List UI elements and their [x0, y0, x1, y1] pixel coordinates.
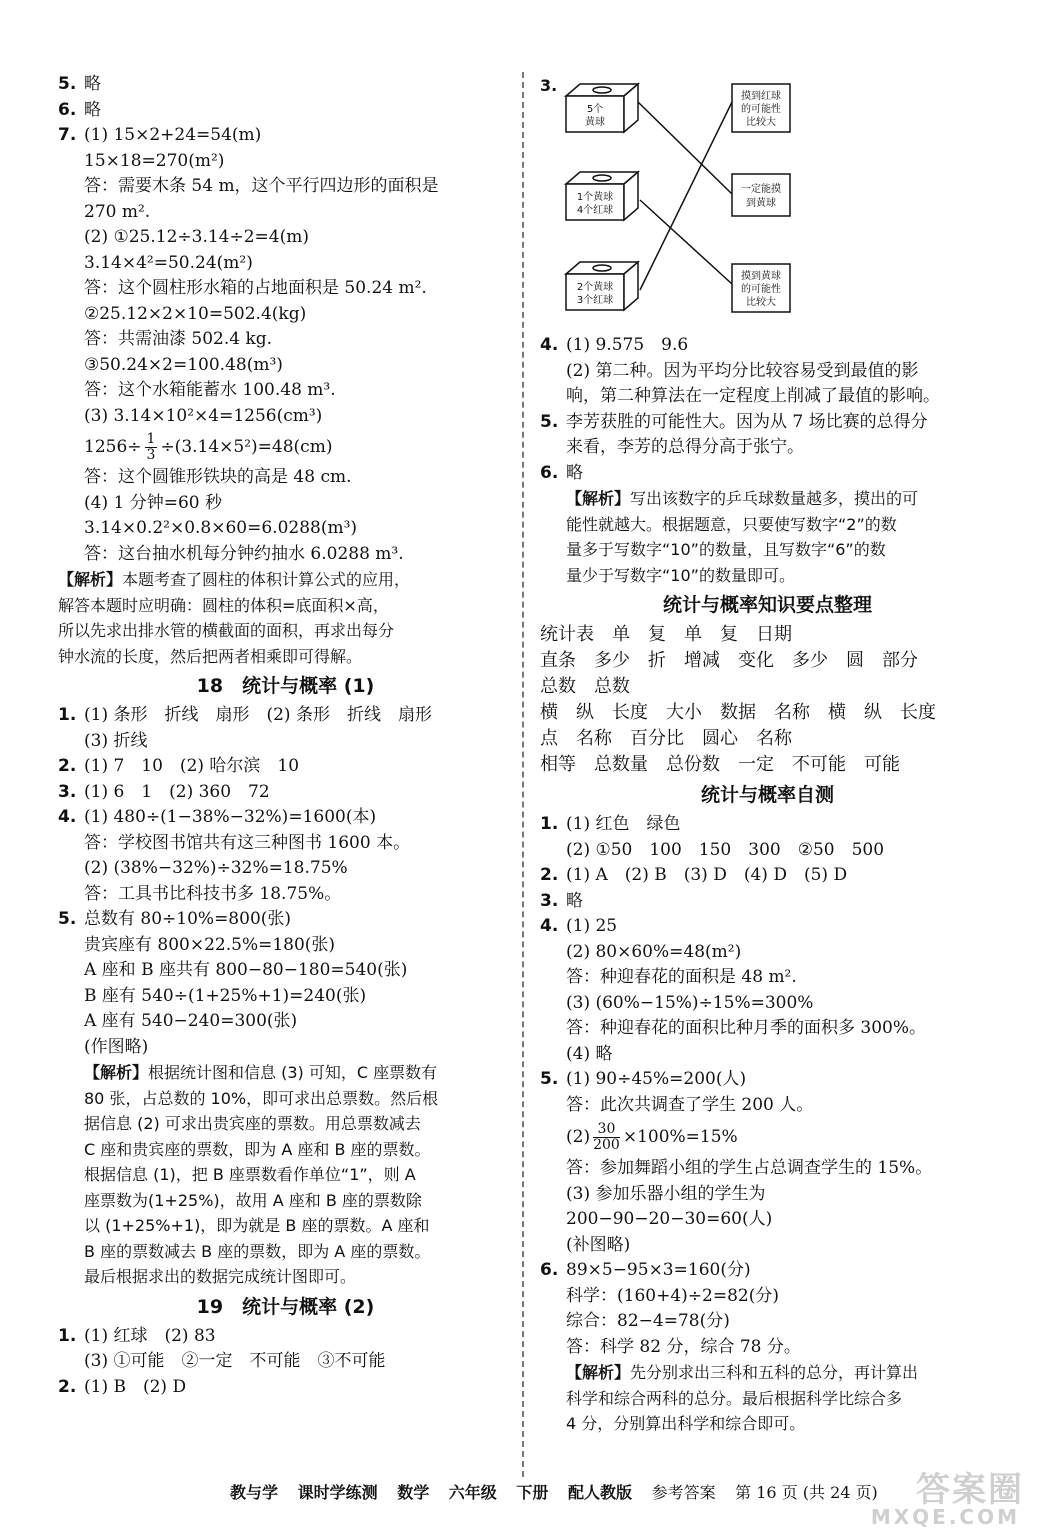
- section-title-19: 19 统计与概率 (2): [196, 1295, 375, 1318]
- fraction-line: 1256÷ $\frac{1}{3}$ ÷(3.14×5²)=48(cm): [84, 431, 333, 463]
- answer-7: 7. (1) 15×2+24=54(m) 15×18=270(m²) 答：需要木条 54 m，这个平行四边形的面积是 270 m². (2) ①25.12÷3.14÷2=4(m) 3.14×4²=50.24(m²) 答：这个圆柱形水箱的占地面积是 50.24 m². ②25.12×2×10=502.4(kg) 答：共需油漆 502.4 kg. ③50.24×2=100.48(m³) 答：这个水箱能蓄水 100.48 m³. (3) 3.14×10²×4=1256(cm³) 1256÷ $\frac{1}{3}$ ÷(3.14×5²)=48(cm) 答：这个圆锥形铁块的高是 48 cm. (4) 1 分钟=60 秒 3.14×0.2²×0.8×60=6.0288(m³) 答：这台抽水机每分钟约抽水 6.0288 m³. 【解析】本题考查了圆柱的体积计算公式的应用， 解答本题时应明确：圆柱的体积=底面积×高， 所以先求出排水管的横截面的面积，再求出每分 钟水流的长度，然后把两者相乘即可得解。: [58, 123, 513, 669]
- footer-volume: 下册: [516, 1483, 549, 1502]
- answer-4: 4. (1) 9.575 9.6 (2) 第二种。因为平均分比较容易受到最值的影 响，第二种算法在一定程度上削减了最值的影响。: [540, 335, 940, 406]
- section-title-18: 18 统计与概率 (1): [196, 675, 375, 697]
- footer-grade: 六年级: [448, 1483, 497, 1502]
- matching-diagram-svg: [540, 78, 840, 333]
- match-line: [640, 102, 732, 290]
- watermark-logo: 答案圈: [916, 1470, 1024, 1510]
- analysis: 【解析】本题考查了圆柱的体积计算公式的应用，: [58, 570, 411, 589]
- right-column: [540, 78, 995, 1437]
- svg-text:比较大: 比较大: [746, 117, 776, 128]
- column-divider: [522, 72, 524, 1477]
- footer-series: 课时学练测: [297, 1483, 378, 1502]
- fraction: $\frac{30}{200}$: [593, 1121, 620, 1153]
- svg-text:比较大: 比较大: [746, 297, 776, 308]
- analysis: 【解析】根据统计图和信息 (3) 可知，C 座票数有: [84, 1063, 438, 1082]
- selftest: 1. (1) 红色 绿色 (2) ①50 100 150 300 ②50 500 2. (1) A (2) B (3) D (4) D (5) D 3. 略 4. (1) 25 (2) 80×60%=48(m²) 答：种迎春花的面积是 48 m². (3) (60%−15%)÷15%=300% 答：种迎春花的面积比种月季的面积多 300%。 (4) 略 5. (1) 90÷45%=200(人) 答：此次共调查了学生 200 人。 (2) $\frac{30}{200}$ ×100%=15% 答：参加舞蹈小组的学生占总调查学生的 15%。 (3) 参加乐器小组的学生为 200−90−20−30=60(人) (补图略) 6. 89×5−95×3=160(分) 科学：(160+4)÷2=82(分) 综合：82−4=78(分) 答：科学 82 分，综合 78 分。 【解析】先分别求出三科和五科的总分，再计算出 科学和综合两科的总分。最后根据科学比综合多 4 分，分别算出科学和综合即可。: [540, 812, 995, 1437]
- matching-diagram: 3. 5个 黄球 1个黄球 4个红球 2个黄球 3个红球 摸到红球 的可能性 比较大 一定能摸 到黄球 摸到黄球 的可能性 比较大: [540, 78, 995, 333]
- svg-text:1个黄球: 1个黄球: [576, 192, 614, 203]
- analysis: 【解析】先分别求出三科和五科的总分，再计算出: [566, 1363, 919, 1382]
- card-2: [732, 174, 790, 216]
- svg-text:4个红球: 4个红球: [576, 205, 614, 216]
- section-title-summary: 统计与概率知识要点整理: [662, 594, 872, 616]
- footer-section: 参考答案: [651, 1483, 716, 1502]
- footer-brand: 教与学: [230, 1483, 279, 1502]
- svg-text:黄球: 黄球: [585, 117, 605, 128]
- section-18: 1. (1) 条形 折线 扇形 (2) 条形 折线 扇形 (3) 折线 2. (1) 7 10 (2) 哈尔滨 10 3. (1) 6 1 (2) 360 72 4. (1) 480÷(1−38%−32%)=1600(本) 答：学校图书馆共有这三种图书 1600 本。 (2) (38%−32%)÷32%=18.75% 答：工具书比科技书多 18.75%。 5. 总数有 80÷10%=800(张) 贵宾座有 800×22.5%=180(张) A 座和 B 座共有 800−80−180=540(张) B 座有 540÷(1+25%+1)=240(张) A 座有 540−240=300(张) (作图略) 【解析】根据统计图和信息 (3) 可知，C 座票数有 80 张，占总数的 10%，即可求出总票数。然后根 据信息 (2) 可求出贵宾座的票数。用总票数减去 C 座和贵宾座的票数，即为 A 座和 B 座的票数。 根据信息 (1)，把 B 座票数看作单位“1”，则 A 座票数为(1+25%)，故用 A 座和 B 座的票数除 以 (1+25%+1)，即为就是 B 座的票数。A 座和 B 座的票数减去 B 座的票数，即为 A 座的票数。 最后根据求出的数据完成统计图即可。: [58, 703, 513, 1290]
- svg-text:3个红球: 3个红球: [576, 295, 614, 306]
- watermark-url: MXQE.COM: [870, 1505, 1020, 1529]
- svg-text:摸到黄球: 摸到黄球: [741, 271, 781, 282]
- svg-text:5个: 5个: [586, 104, 604, 115]
- svg-text:的可能性: 的可能性: [741, 104, 781, 115]
- summary-keywords: 统计表 单 复 单 复 日期 直条 多少 折 增减 变化 多少 圆 部分 总数 总数 横 纵 长度 大小 数据 名称 横 纵 长度 点 名称 百分比 圆心 名称 相等 总数量 总份数 一定 不可能 可能: [540, 624, 936, 775]
- answer-5: 5. 略: [58, 74, 101, 94]
- footer-subject: 数学: [397, 1483, 430, 1502]
- section-title-selftest: 统计与概率自测: [700, 784, 834, 806]
- fraction: $\frac{1}{3}$: [146, 431, 156, 463]
- svg-text:到黄球: 到黄球: [746, 198, 776, 209]
- answer-6: 6. 略: [58, 99, 101, 120]
- svg-text:的可能性: 的可能性: [741, 284, 781, 295]
- svg-text:摸到红球: 摸到红球: [741, 91, 781, 102]
- section-19: 1. (1) 红球 (2) 83 (3) ①可能 ②一定 不可能 ③不可能 2. (1) B (2) D: [58, 1325, 386, 1397]
- fraction-line: (2) $\frac{30}{200}$ ×100%=15%: [566, 1121, 738, 1153]
- page-number: 第 16 页 (共 24 页): [735, 1483, 878, 1502]
- match-line: [638, 102, 732, 194]
- footer-edition: 配人教版: [567, 1483, 632, 1502]
- answer-5: 5. 李芳获胜的可能性大。因为从 7 场比赛的总得分 来看，李芳的总得分高于张宁。: [540, 411, 928, 457]
- left-column: [58, 72, 513, 1400]
- match-line: [640, 200, 732, 284]
- analysis: 【解析】写出该数字的乒乓球数量越多，摸出的可: [566, 489, 919, 508]
- svg-text:一定能摸: 一定能摸: [741, 184, 781, 195]
- svg-text:2个黄球: 2个黄球: [576, 282, 614, 293]
- answer-6: 6. 略 【解析】写出该数字的乒乓球数量越多，摸出的可 能性就越大。根据题意，只要使写数字“2”的数 量多于写数字“10”的数量，且写数字“6”的数 量少于写数字“10”的数量即可。: [540, 461, 995, 589]
- page-footer: [230, 1480, 892, 1503]
